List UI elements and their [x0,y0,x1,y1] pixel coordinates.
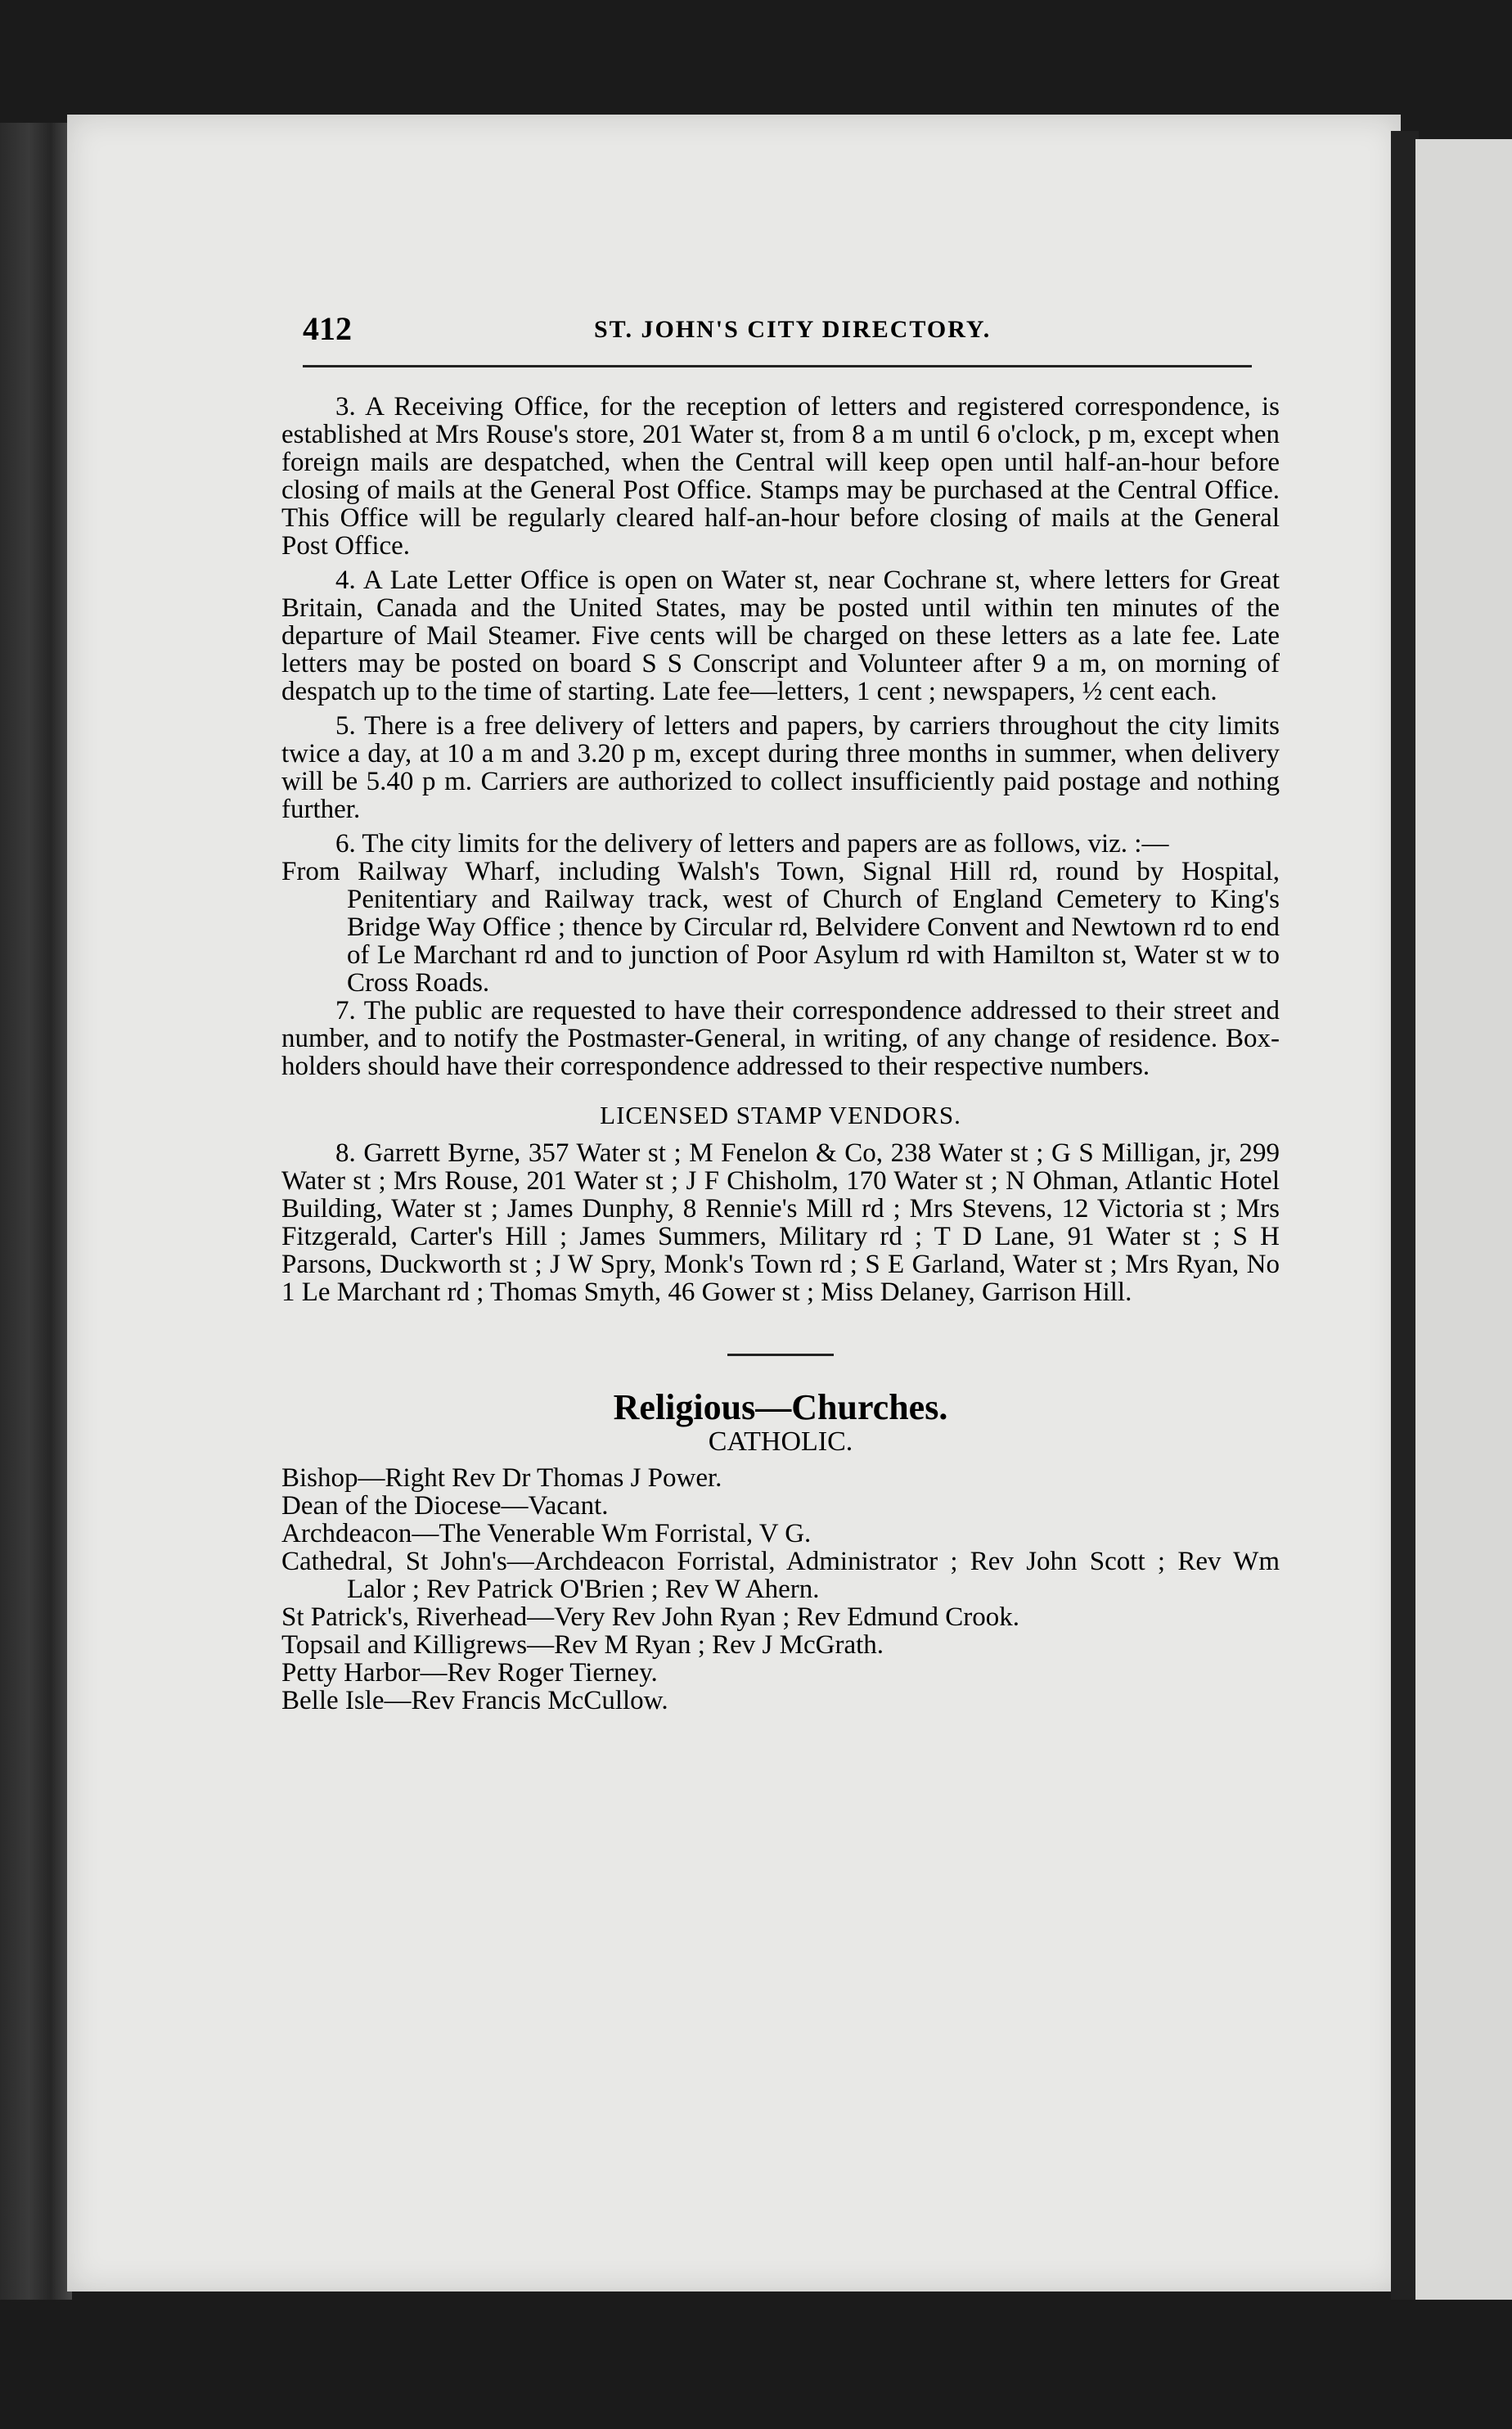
clergy-entry: Cathedral, St John's—Archdeacon Forristal, Administrator ; Rev John Scott ; Rev Wm Lalor ; Rev Patrick O'Brien ; Rev W Ahern. [281,1547,1280,1604]
header-rule [303,365,1252,367]
clergy-entry: St Patrick's, Riverhead—Very Rev John Ryan ; Rev Edmund Crook. [281,1602,1019,1632]
running-title: ST. JOHN'S CITY DIRECTORY. [594,316,992,343]
clergy-entry: Petty Harbor—Rev Roger Tierney. [281,1658,658,1688]
section-divider [727,1354,834,1356]
facing-page-edge [1415,139,1512,2300]
page-gutter [1391,131,1419,2300]
book-spine [0,123,72,2300]
paragraph-3: 3. A Receiving Office, for the reception of letters and registered correspondence, is established at Mrs Rouse's store, 201 Water st, from 8 a m until 6 o'clock, p m, except when foreign mails are despatched, when the Central will keep open until half-an-hour before closing of mails at the General Post Office. Stamps may be purchased at the Central Office. This Office will be regularly cleared half-an-hour before closing of mails at the General Post Office. [281,392,1280,561]
stamp-vendors-heading: LICENSED STAMP VENDORS. [600,1101,961,1129]
religious-heading: Religious—Churches. [613,1387,948,1427]
clergy-entry: Archdeacon—The Venerable Wm Forristal, V G. [281,1519,812,1548]
clergy-entry: Topsail and Killigrews—Rev M Ryan ; Rev J McGrath. [281,1630,884,1660]
clergy-list [281,1464,1280,1715]
paragraph-6: 6. The city limits for the delivery of letters and papers are as follows, viz. :— [335,829,1169,858]
clergy-entry: Belle Isle—Rev Francis McCullow. [281,1686,668,1715]
clergy-entry: Bishop—Right Rev Dr Thomas J Power. [281,1463,722,1493]
page-header [303,309,1285,358]
stamp-vendors-list: 8. Garrett Byrne, 357 Water st ; M Fenelon & Co, 238 Water st ; G S Milligan, jr, 299 Water st ; Mrs Rouse, 201 Water st ; J F Chisholm, 170 Water st ; N Ohman, Atlantic Hotel Building, Water st ; James Dunphy, 8 Rennie's Mill rd ; Mrs Stevens, 12 Victoria st ; Mrs Fitzgerald, Carter's Hill ; James Summers, Military rd ; T D Lane, 91 Water st ; S H Parsons, Duckworth st ; J W Spry, Monk's Town rd ; S E Garland, Water st ; Mrs Ryan, No 1 Le Marchant rd ; Thomas Smyth, 46 Gower st ; Miss Delaney, Garrison Hill. [281,1138,1280,1307]
page-body [281,393,1280,1715]
paragraph-7: 7. The public are requested to have their correspondence addressed to their street and number, and to notify the Postmaster-General, in writing, of any change of residence. Box-holders should have their correspondence addressed to their respective numbers. [281,996,1280,1081]
clergy-entry: Dean of the Diocese—Vacant. [281,1491,609,1521]
catholic-subheading: CATHOLIC. [708,1426,853,1457]
paragraph-5: 5. There is a free delivery of letters and papers, by carriers throughout the city limits twice a day, at 10 a m and 3.20 p m, except during three months in summer, when delivery will be 5.40 p m. Carriers are authorized to collect insufficiently paid postage and nothing further. [281,711,1280,824]
city-limits-description: From Railway Wharf, including Walsh's Town, Signal Hill rd, round by Hospital, Penitentiary and Railway track, west of Church of England Cemetery to King's Bridge Way Office ; thence by Circular rd, Belvidere Convent and Newtown rd to end of Le Marchant rd and to junction of Poor Asylum rd with Hamilton st, Water st w to Cross Roads. [281,857,1280,998]
paragraph-4: 4. A Late Letter Office is open on Water st, near Cochrane st, where letters for Great Britain, Canada and the United States, may be posted until within ten minutes of the departure of Mail Steamer. Five cents will be charged on these letters as a late fee. Late letters may be posted on board S S Conscript and Volunteer after 9 a m, on morning of despatch up to the time of starting. Late fee—letters, 1 cent ; newspapers, ½ cent each. [281,566,1280,706]
page-number: 412 [303,310,352,347]
